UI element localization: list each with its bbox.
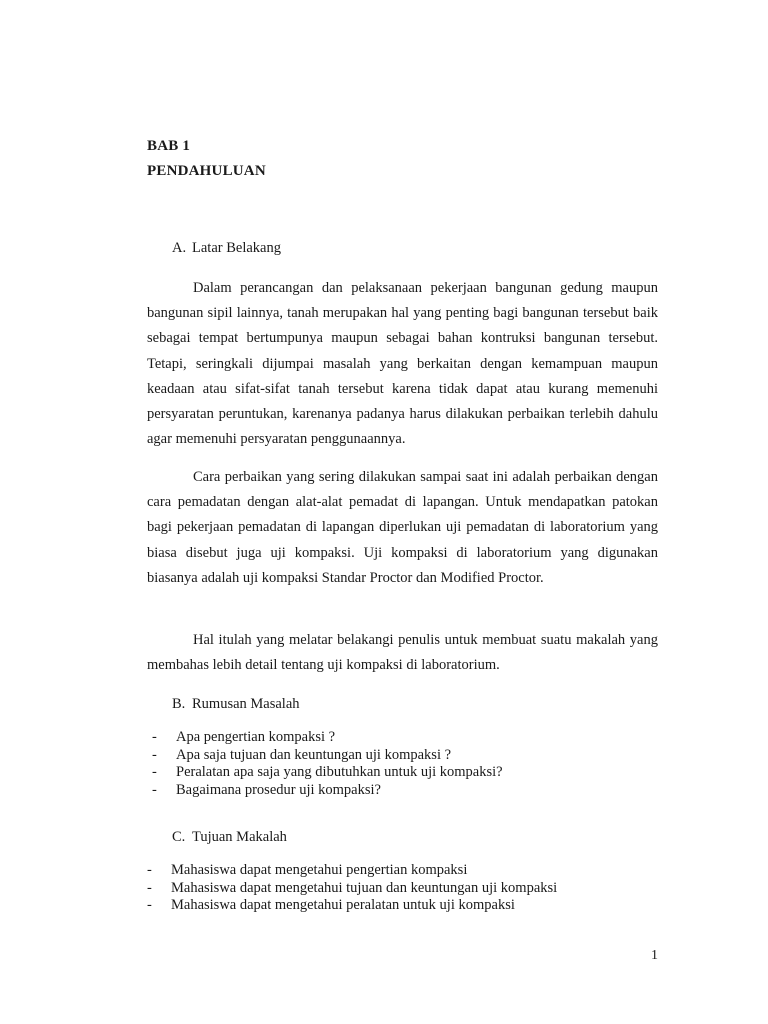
list-item — [152, 782, 503, 800]
section-a-heading — [172, 239, 281, 257]
list-bullet: - — [152, 764, 157, 780]
section-a-letter: A. — [172, 240, 187, 256]
list-item — [147, 880, 557, 898]
section-c-title: Tujuan Makalah — [192, 829, 287, 845]
list-bullet: - — [147, 862, 152, 878]
list-item-text: Mahasiswa dapat mengetahui pengertian kompaksi — [171, 862, 468, 878]
list-item-text: Mahasiswa dapat mengetahui peralatan untuk uji kompaksi — [171, 897, 515, 913]
list-item-text: Peralatan apa saja yang dibutuhkan untuk uji kompaksi? — [176, 764, 503, 780]
page-number: 1 — [651, 948, 658, 963]
list-item-text: Bagaimana prosedur uji kompaksi? — [176, 781, 381, 798]
chapter-number: BAB 1 — [147, 138, 191, 154]
list-item-text: Apa saja tujuan dan keuntungan uji kompaksi ? — [176, 746, 452, 763]
paragraph-latar-belakang-3: Hal itulah yang melatar belakangi penulis untuk membuat suatu makalah yang membahas lebih detail tentang uji kompaksi di laboratorium. — [147, 632, 658, 674]
list-item — [152, 747, 503, 765]
rumusan-masalah-list — [152, 729, 503, 799]
section-c-heading — [172, 828, 287, 846]
paragraph-latar-belakang-1: Dalam perancangan dan pelaksanaan pekerjaan bangunan gedung maupun bangunan sipil lainnya, tanah merupakan hal yang penting bagi bangunan tersebut baik sebagai tempat bertumpunya maupun sebagai bahan kontruksi bangunan tersebut. Tetapi, seringkali dijumpai masalah yang berkaitan dengan kemampuan maupun keadaan atau sifat-sifat tanah tersebut karena tidak dapat atau kurang memenuhi persyaratan peruntukan, karenanya padanya harus dilakukan perbaikan terlebih dahulu agar memenuhi persyaratan penggunaannya. — [147, 280, 658, 448]
list-bullet: - — [152, 746, 157, 763]
list-item — [152, 764, 503, 782]
section-c-letter: C. — [172, 829, 186, 845]
list-bullet: - — [152, 729, 157, 745]
list-bullet: - — [147, 897, 152, 913]
list-item-text: Apa pengertian kompaksi ? — [176, 729, 336, 745]
section-a-title: Latar Belakang — [192, 240, 281, 256]
list-bullet: - — [147, 879, 152, 896]
list-bullet: - — [152, 781, 157, 798]
list-item-text: Mahasiswa dapat mengetahui tujuan dan keuntungan uji kompaksi — [171, 879, 558, 896]
list-item — [147, 897, 557, 915]
paragraph-latar-belakang-2: Cara perbaikan yang sering dilakukan sampai saat ini adalah perbaikan dengan cara pemadatan dengan alat-alat pemadat di lapangan. Untuk mendapatkan patokan bagi pekerjaan pemadatan di lapangan diperlukan uji pemadatan di laboratorium yang biasa disebut juga uji kompaksi. Uji kompaksi di laboratorium yang digunakan biasanya adalah uji kompaksi Standar Proctor dan Modified Proctor. — [147, 469, 658, 586]
list-item — [147, 862, 557, 880]
list-item — [152, 729, 503, 747]
section-b-letter: B. — [172, 696, 186, 712]
tujuan-makalah-list — [147, 862, 557, 915]
chapter-title: PENDAHULUAN — [147, 163, 266, 179]
section-b-heading — [172, 695, 300, 713]
section-b-title: Rumusan Masalah — [192, 696, 300, 712]
